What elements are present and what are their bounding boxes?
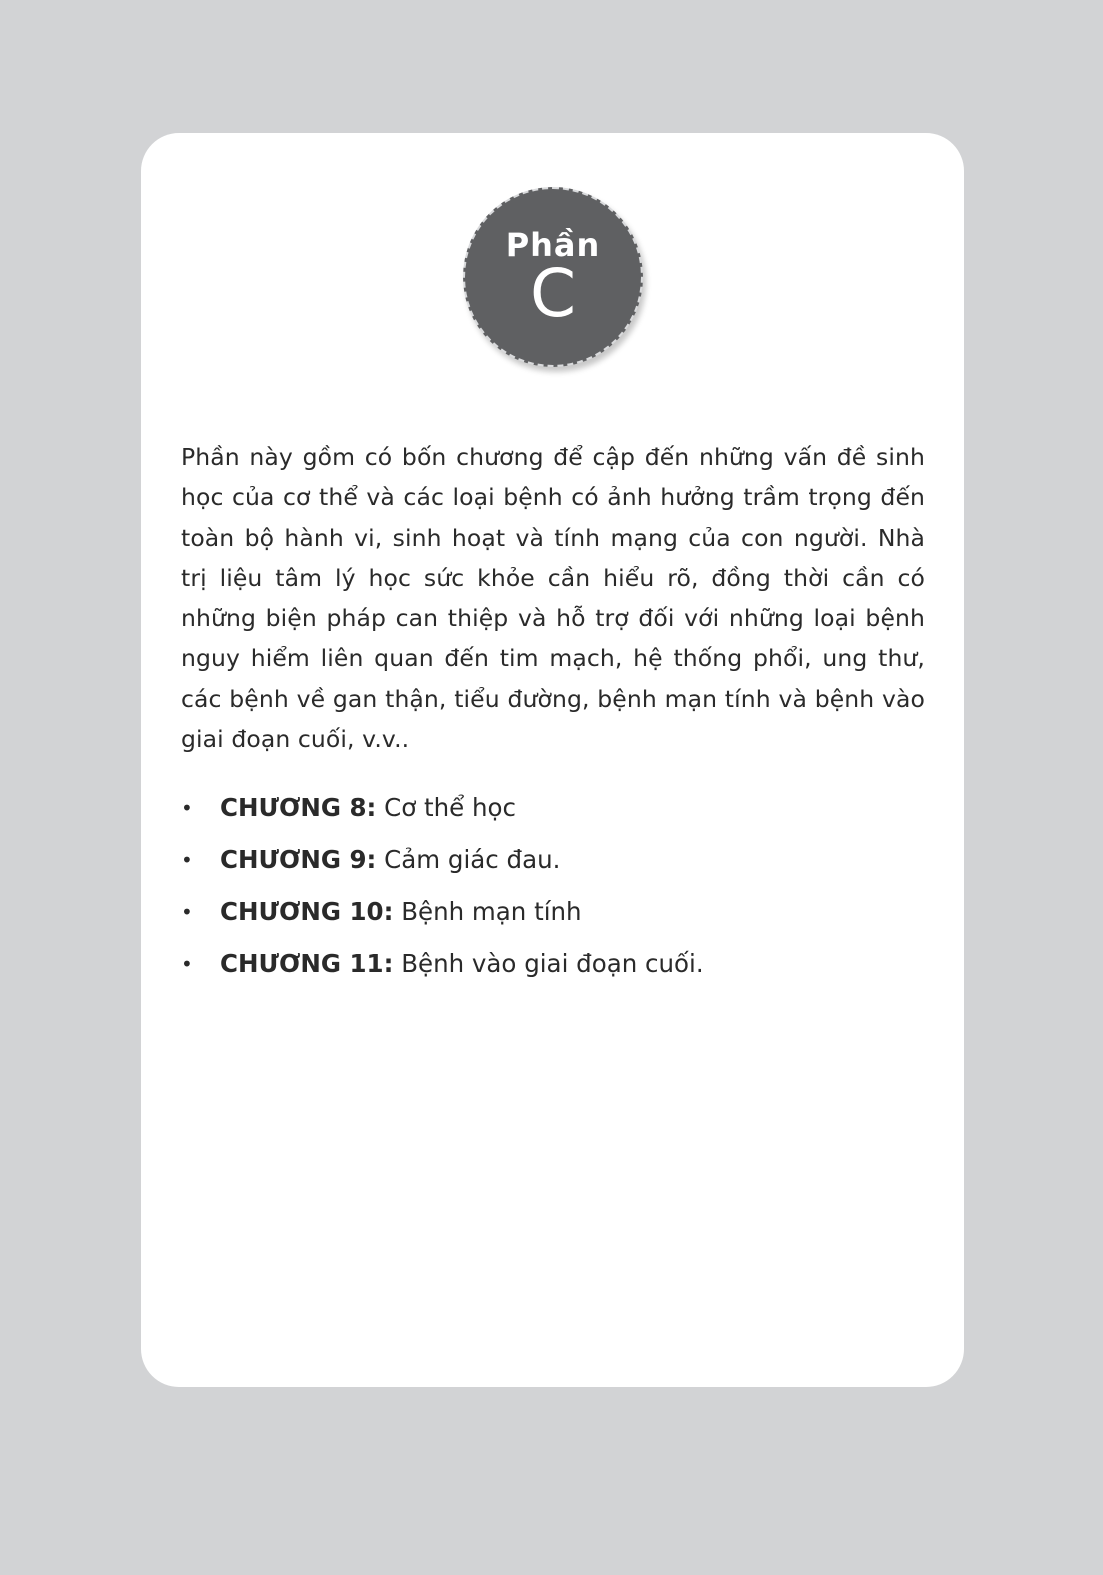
- chapter-item-9: [181, 838, 925, 890]
- chapter-item-10: [181, 890, 925, 942]
- section-badge: [463, 187, 643, 367]
- section-badge-word: Phần: [505, 226, 601, 264]
- bullet-icon: •: [181, 796, 193, 820]
- bullet-icon: •: [181, 848, 193, 872]
- chapter-title: Bệnh vào giai đoạn cuối.: [401, 949, 704, 978]
- chapter-title: Bệnh mạn tính: [401, 897, 582, 926]
- chapter-number: CHƯƠNG 11:: [220, 949, 394, 978]
- bullet-icon: •: [181, 952, 193, 976]
- chapter-item-11: [181, 942, 925, 994]
- section-badge-letter: C: [529, 255, 577, 332]
- chapter-title: Cảm giác đau.: [384, 845, 561, 874]
- chapter-number: CHƯƠNG 8:: [220, 793, 377, 822]
- chapter-number: CHƯƠNG 9:: [220, 845, 377, 874]
- chapter-title: Cơ thể học: [384, 793, 517, 822]
- section-intro-paragraph: Phần này gồm có bốn chương để cập đến những vấn đề sinh học của cơ thể và các loại bệnh có ảnh hưởng trầm trọng đến toàn bộ hành vi, sinh hoạt và tính mạng của con người. Nhà trị liệu tâm lý học sức khỏe cần hiểu rõ, đồng thời cần có những biện pháp can thiệp và hỗ trợ đối với những loại bệnh nguy hiểm liên quan đến tim mạch, hệ thống phổi, ung thư, các bệnh về gan thận, tiểu đường, bệnh mạn tính và bệnh vào giai đoạn cuối, v.v..: [181, 443, 925, 754]
- bullet-icon: •: [181, 900, 193, 924]
- section-card: [141, 133, 964, 1387]
- chapter-list: [181, 786, 925, 994]
- chapter-item-8: [181, 786, 925, 838]
- section-badge-circle: [463, 187, 643, 367]
- chapter-number: CHƯƠNG 10:: [220, 897, 394, 926]
